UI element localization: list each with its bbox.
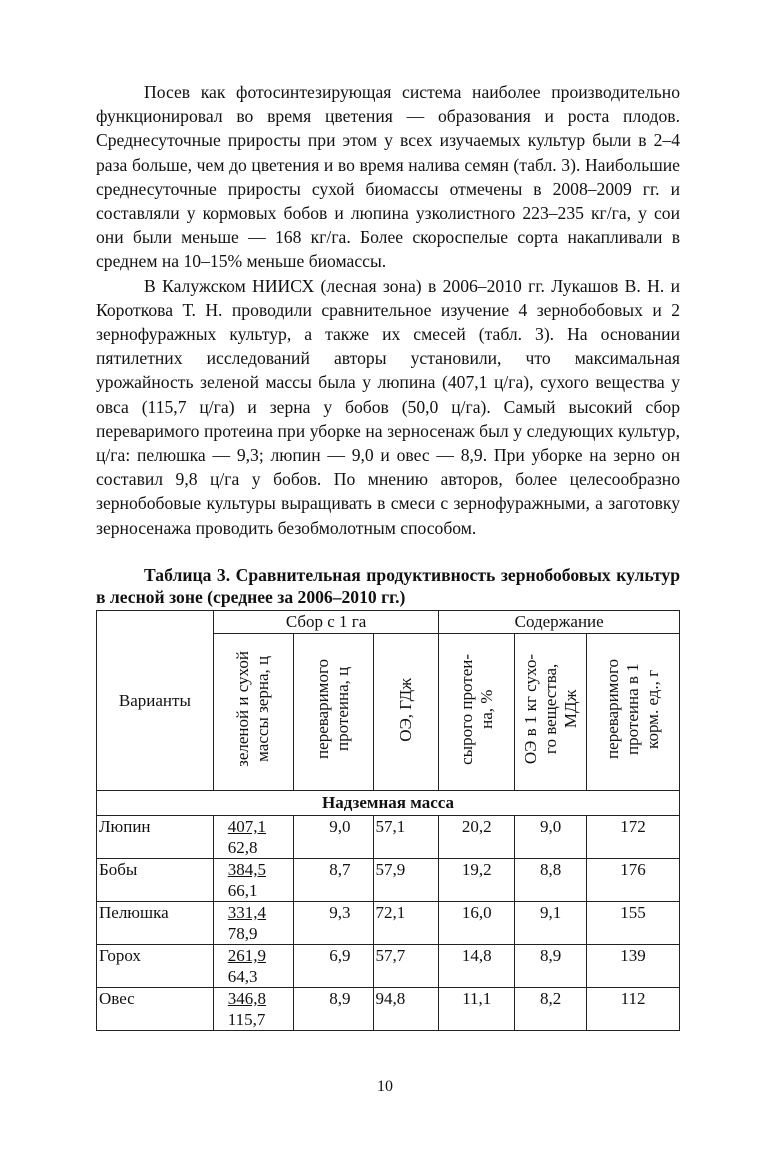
crop-name: Горох [97,944,214,987]
header-line: массы зерна, ц [253,656,273,763]
header-line: сырого протеи- [456,653,476,765]
crude-protein-cell: 19,2 [439,858,515,901]
header-line: протеина в 1 [623,663,643,756]
crude-protein-cell: 16,0 [439,901,515,944]
dry-mass-value: 64,3 [227,966,258,986]
dry-mass-value: 62,8 [227,837,258,857]
digestible-protein-cell: 176 [587,858,680,901]
protein-cell: 8,9 [293,987,373,1030]
crop-name: Бобы [97,858,214,901]
mass-cell [213,858,293,901]
table-row [97,901,680,944]
protein-cell: 9,0 [293,815,373,858]
paragraph-2: В Калужском НИИСХ (лесная зона) в 2006–2010 гг. Лукашов В. Н. и Короткова Т. Н. проводили сравнительное изучение 4 зернобобовых и 2 зернофуражных культур, а также их смесей (табл. 3). На основании пятилетних исследований авторы установили, что максимальная урожайность зеленой массы была у люпина (407,1 ц/га), сухого вещества у овса (115,7 ц/га) и зерна у бобов (50,0 ц/га). Самый высокий сбор переваримого протеина при уборке на зерносенаж был у следующих культур, ц/га: пелюшка — 9,3; люпин — 9,0 и овес — 8,9. При уборке на зерно он составил 9,8 ц/га у бобов. По мнению авторов, более целесообразно зернобобовые культуры выращивать в смеси с зернофуражными, а заготовку зерносенажа проводить безобмолотным способом. [96,275,680,538]
paragraph-1: Посев как фотосинтезирующая система наиболее производительно функционировал во время цветения — образования и роста плодов. Среднесуточные приросты при этом у всех изучаемых культур были в 2–4 раза больше, чем до цветения и во время налива семян (табл. 3). Наибольшие среднесуточные приросты сухой биомассы отмечены в 2008–2009 гг. и составляли у кормовых бобов и люпина узколистного 223–235 кг/га, у сои они были меньше — 168 кг/га. Более скороспелые сорта накапливали в среднем на 10–15% меньше биомассы. [96,82,680,272]
crop-name: Люпин [97,815,214,858]
col-header-digestible-protein-text [603,659,663,759]
table-row [97,944,680,987]
header-line: переваримого [313,659,333,760]
digestible-protein-cell: 112 [587,987,680,1030]
page-body [96,80,680,1031]
col-header-digestible-protein [587,633,680,790]
col-header-oe-per-kg-text [521,654,581,764]
col-header-crude-protein [439,633,515,790]
mass-cell [213,901,293,944]
table-row [97,858,680,901]
mass-cell [213,987,293,1030]
header-line: корм. ед., г [643,669,663,749]
crop-name: Пелюшка [97,901,214,944]
mass-cell [213,815,293,858]
col-header-mass [213,633,293,790]
protein-cell: 6,9 [293,944,373,987]
header-line: МДж [560,690,580,729]
col-header-protein [293,633,373,790]
oe-per-kg-cell: 8,9 [515,944,587,987]
col-header-oe-per-kg [515,633,587,790]
protein-cell: 8,7 [293,858,373,901]
col-header-protein-text [313,659,353,759]
table-caption: Таблица 3. Сравнительная продуктивность зернобобовых культур в лесной зоне (среднее за 2006–2010 гг.) [96,564,680,607]
variants-header: Варианты [97,610,214,790]
crop-name: Овес [97,987,214,1030]
oe-cell: 57,9 [373,858,439,901]
oe-cell: 57,1 [373,815,439,858]
section-header: Надземная масса [97,790,680,815]
table-row [97,815,680,858]
protein-cell: 9,3 [293,901,373,944]
col-header-mass-text [233,651,273,767]
header-line: ОЭ, ГДж [395,677,415,742]
green-mass-value: 346,8 [227,988,267,1008]
col-header-crude-protein-text [457,654,497,765]
mass-cell [213,944,293,987]
crude-protein-cell: 20,2 [439,815,515,858]
page-number: 10 [377,1078,393,1095]
green-mass-value: 384,5 [227,859,267,879]
oe-per-kg-cell: 9,0 [515,815,587,858]
dry-mass-value: 78,9 [227,923,258,943]
header-line: переваримого [603,659,623,760]
header-line: протеина, ц [333,667,353,752]
col-header-oe-text [396,678,416,742]
col-header-oe [373,633,439,790]
green-mass-value: 407,1 [227,816,267,836]
group-header-yield: Сбор с 1 га [213,610,439,633]
dry-mass-value: 115,7 [227,1009,266,1029]
dry-mass-value: 66,1 [227,880,258,900]
crude-protein-cell: 11,1 [439,987,515,1030]
digestible-protein-cell: 155 [587,901,680,944]
oe-cell: 57,7 [373,944,439,987]
green-mass-value: 331,4 [227,902,267,922]
digestible-protein-cell: 139 [587,944,680,987]
header-line: го вещества, [540,664,560,755]
productivity-table [96,610,680,1031]
oe-per-kg-cell: 8,2 [515,987,587,1030]
oe-per-kg-cell: 9,1 [515,901,587,944]
digestible-protein-cell: 172 [587,815,680,858]
header-line: ОЭ в 1 кг сухо- [520,654,540,765]
oe-cell: 94,8 [373,987,439,1030]
green-mass-value: 261,9 [227,945,267,965]
oe-per-kg-cell: 8,8 [515,858,587,901]
table-row [97,987,680,1030]
group-header-content: Содержание [439,610,680,633]
header-line: на, % [476,689,496,730]
oe-cell: 72,1 [373,901,439,944]
crude-protein-cell: 14,8 [439,944,515,987]
header-line: зеленой и сухой [233,651,253,768]
